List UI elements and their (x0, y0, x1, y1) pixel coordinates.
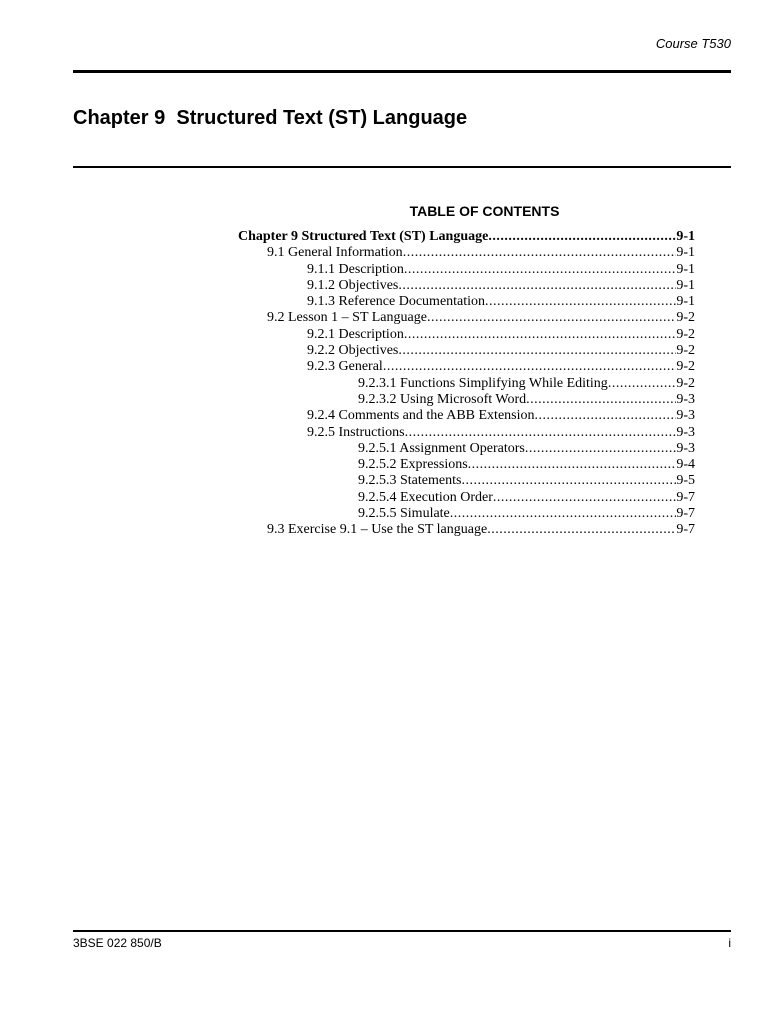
toc-dot-leader (398, 343, 676, 359)
toc-entry-label: 9.2 Lesson 1 – ST Language (267, 310, 427, 326)
toc-heading: TABLE OF CONTENTS (409, 203, 560, 219)
toc-dot-leader (427, 310, 676, 326)
toc-dot-leader (525, 441, 677, 457)
toc-entry-label: 9.2.5.3 Statements (358, 473, 462, 489)
toc-dot-leader (404, 327, 677, 343)
toc-entry-page: 9-2 (676, 310, 695, 326)
toc-entry-label: 9.3 Exercise 9.1 – Use the ST language (267, 522, 488, 538)
toc-entry-label: 9.2.2 Objectives (307, 343, 399, 359)
toc-dot-leader (403, 245, 677, 261)
toc-dot-leader (468, 457, 677, 473)
toc-entry-label: 9.2.3.1 Functions Simplifying While Editing (358, 375, 608, 391)
toc-entry-page: 9-1 (676, 261, 695, 277)
toc-entry-page: 9-3 (676, 408, 695, 424)
toc-entry-page: 9-3 (676, 440, 695, 456)
toc-entry-page: 9-3 (676, 424, 695, 440)
toc-dot-leader (487, 522, 676, 538)
toc-entry-label: 9.2.3.2 Using Microsoft Word (358, 391, 527, 407)
toc-entry-9-1-3[interactable] (238, 294, 695, 310)
toc-entry-9-2-5-3[interactable] (238, 473, 695, 489)
title-rule (73, 166, 731, 168)
toc-entry-chapter-9[interactable] (238, 229, 695, 245)
course-name: Course T530 (655, 36, 731, 51)
toc-dot-leader (535, 408, 677, 424)
toc-entry-label: 9.2.4 Comments and the ABB Extension (307, 408, 535, 424)
toc-dot-leader (526, 392, 676, 408)
toc-entry-label: Chapter 9 Structured Text (ST) Language (238, 229, 489, 244)
toc-entry-label: 9.2.5.5 Simulate (358, 506, 450, 522)
toc-entry-page: 9-2 (676, 359, 695, 375)
toc-entry-page: 9-7 (676, 506, 695, 522)
toc-entry-page: 9-7 (676, 489, 695, 505)
toc-entry-page: 9-5 (676, 473, 695, 489)
toc-entry-9-2-5[interactable] (238, 425, 695, 441)
chapter-title: Chapter 9 Structured Text (ST) Language (73, 107, 468, 129)
toc-entry-label: 9.1.1 Description (307, 261, 404, 277)
toc-entry-page: 9-1 (676, 245, 695, 261)
toc-entry-9-2-5-1[interactable] (238, 441, 695, 457)
toc-entry-page: 9-7 (676, 522, 695, 538)
toc-entry-9-2-3-2[interactable] (238, 392, 695, 408)
table-of-contents (238, 229, 695, 539)
toc-dot-leader (383, 359, 677, 375)
toc-dot-leader (398, 278, 676, 294)
toc-entry-9-2[interactable] (238, 310, 695, 326)
toc-dot-leader (608, 376, 677, 392)
toc-dot-leader (450, 506, 677, 522)
toc-dot-leader (461, 473, 676, 489)
toc-entry-9-2-5-4[interactable] (238, 490, 695, 506)
toc-entry-page: 9-1 (676, 277, 695, 293)
toc-entry-9-1-1[interactable] (238, 262, 695, 278)
toc-entry-9-2-3-1[interactable] (238, 376, 695, 392)
footer-rule (73, 930, 731, 932)
toc-entry-9-2-1[interactable] (238, 327, 695, 343)
toc-entry-page: 9-1 (676, 229, 695, 244)
toc-entry-label: 9.2.5.4 Execution Order (358, 489, 493, 505)
toc-entry-9-2-5-5[interactable] (238, 506, 695, 522)
toc-entry-9-1-2[interactable] (238, 278, 695, 294)
toc-entry-9-1[interactable] (238, 245, 695, 261)
toc-entry-9-3[interactable] (238, 522, 695, 538)
toc-entry-page: 9-4 (676, 457, 695, 473)
toc-entry-label: 9.2.3 General (307, 359, 383, 375)
toc-entry-label: 9.1 General Information (267, 245, 403, 261)
document-number: 3BSE 022 850/B (73, 936, 162, 950)
toc-entry-9-2-5-2[interactable] (238, 457, 695, 473)
toc-dot-leader (485, 294, 676, 310)
toc-entry-page: 9-2 (676, 326, 695, 342)
toc-entry-label: 9.1.2 Objectives (307, 277, 399, 293)
toc-entry-label: 9.2.5.2 Expressions (358, 457, 468, 473)
toc-entry-label: 9.2.5.1 Assignment Operators (358, 440, 525, 456)
toc-entry-label: 9.2.5 Instructions (307, 424, 405, 440)
toc-entry-page: 9-2 (676, 343, 695, 359)
toc-entry-page: 9-1 (676, 294, 695, 310)
toc-dot-leader (405, 425, 677, 441)
toc-entry-9-2-3[interactable] (238, 359, 695, 375)
header-rule (73, 70, 731, 73)
toc-entry-label: 9.2.1 Description (307, 326, 404, 342)
toc-dot-leader (488, 229, 676, 245)
toc-entry-9-2-4[interactable] (238, 408, 695, 424)
page-number: i (728, 936, 731, 950)
toc-dot-leader (493, 490, 676, 506)
toc-entry-page: 9-3 (676, 391, 695, 407)
toc-dot-leader (404, 262, 677, 278)
toc-entry-page: 9-2 (676, 375, 695, 391)
toc-entry-label: 9.1.3 Reference Documentation (307, 294, 486, 310)
toc-entry-9-2-2[interactable] (238, 343, 695, 359)
